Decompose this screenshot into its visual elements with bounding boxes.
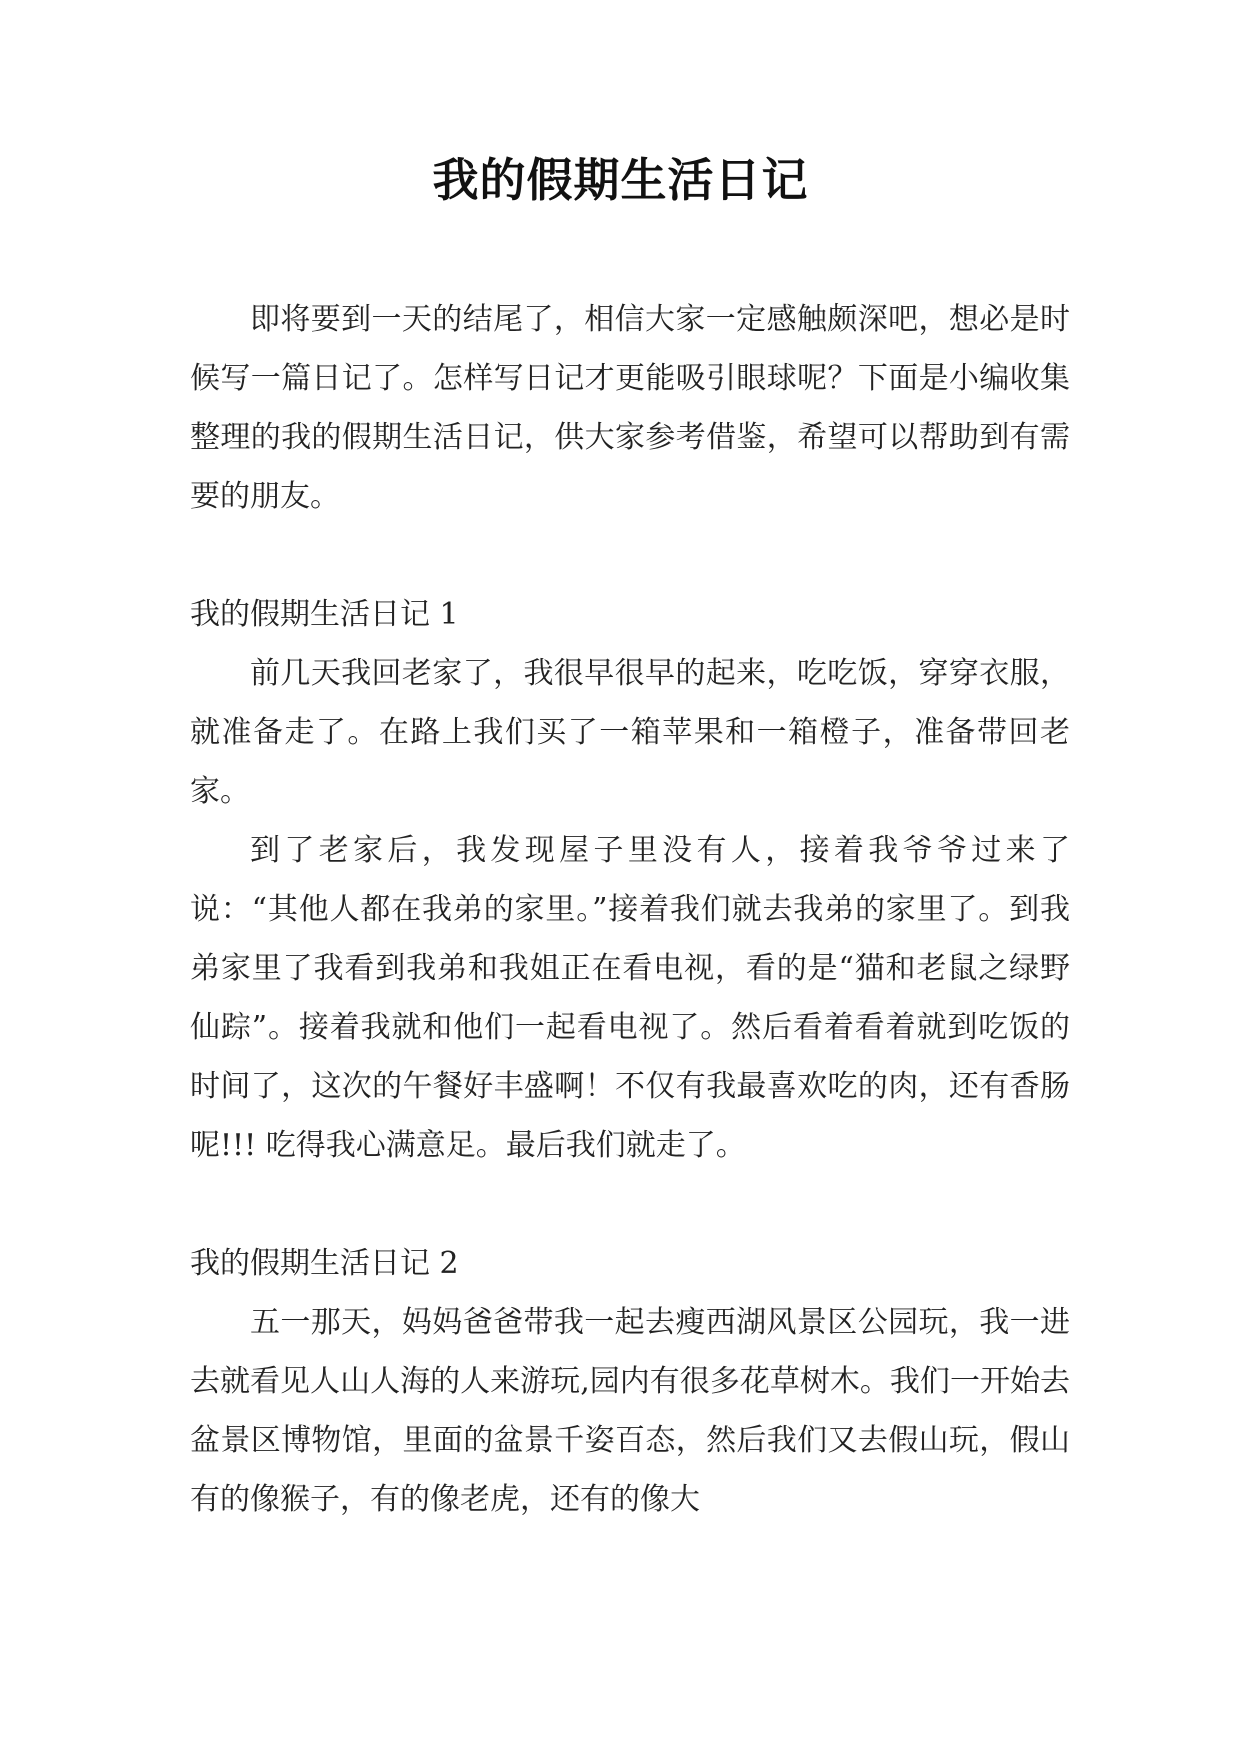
section-1-heading: 我的假期生活日记 1 [190, 597, 459, 632]
section-spacer [190, 1175, 1070, 1234]
document-body [190, 290, 1070, 1529]
section-1-paragraph-1: 前几天我回老家了，我很早很早的起来，吃吃饭，穿穿衣服，就准备走了。在路上我们买了一箱苹果和一箱橙子，准备带回老家。 [190, 656, 1070, 809]
document-title: 我的假期生活日记 [432, 153, 809, 207]
section-spacer [190, 526, 1070, 585]
section-1-paragraph-2: 到了老家后，我发现屋子里没有人，接着我爷爷过来了说：“其他人都在我弟的家里。”接着我们就去我弟的家里了。到我弟家里了我看到我弟和我姐正在看电视，看的是“猫和老鼠之绿野仙踪”。接着我就和他们一起看电视了。然后看着看着就到吃饭的时间了，这次的午餐好丰盛啊！不仅有我最喜欢吃的肉，还有香肠呢!!! 吃得我心满意足。最后我们就走了。 [190, 833, 1070, 1163]
section-2-heading: 我的假期生活日记 2 [190, 1246, 459, 1281]
section-2-paragraph-1: 五一那天，妈妈爸爸带我一起去瘦西湖风景区公园玩，我一进去就看见人山人海的人来游玩,园内有很多花草树木。我们一开始去盆景区博物馆，里面的盆景千姿百态，然后我们又去假山玩，假山有的像猴子，有的像老虎，还有的像大 [190, 1305, 1070, 1517]
intro-paragraph: 即将要到一天的结尾了，相信大家一定感触颇深吧，想必是时候写一篇日记了。怎样写日记才更能吸引眼球呢？下面是小编收集整理的我的假期生活日记，供大家参考借鉴，希望可以帮助到有需要的朋友。 [190, 302, 1070, 514]
